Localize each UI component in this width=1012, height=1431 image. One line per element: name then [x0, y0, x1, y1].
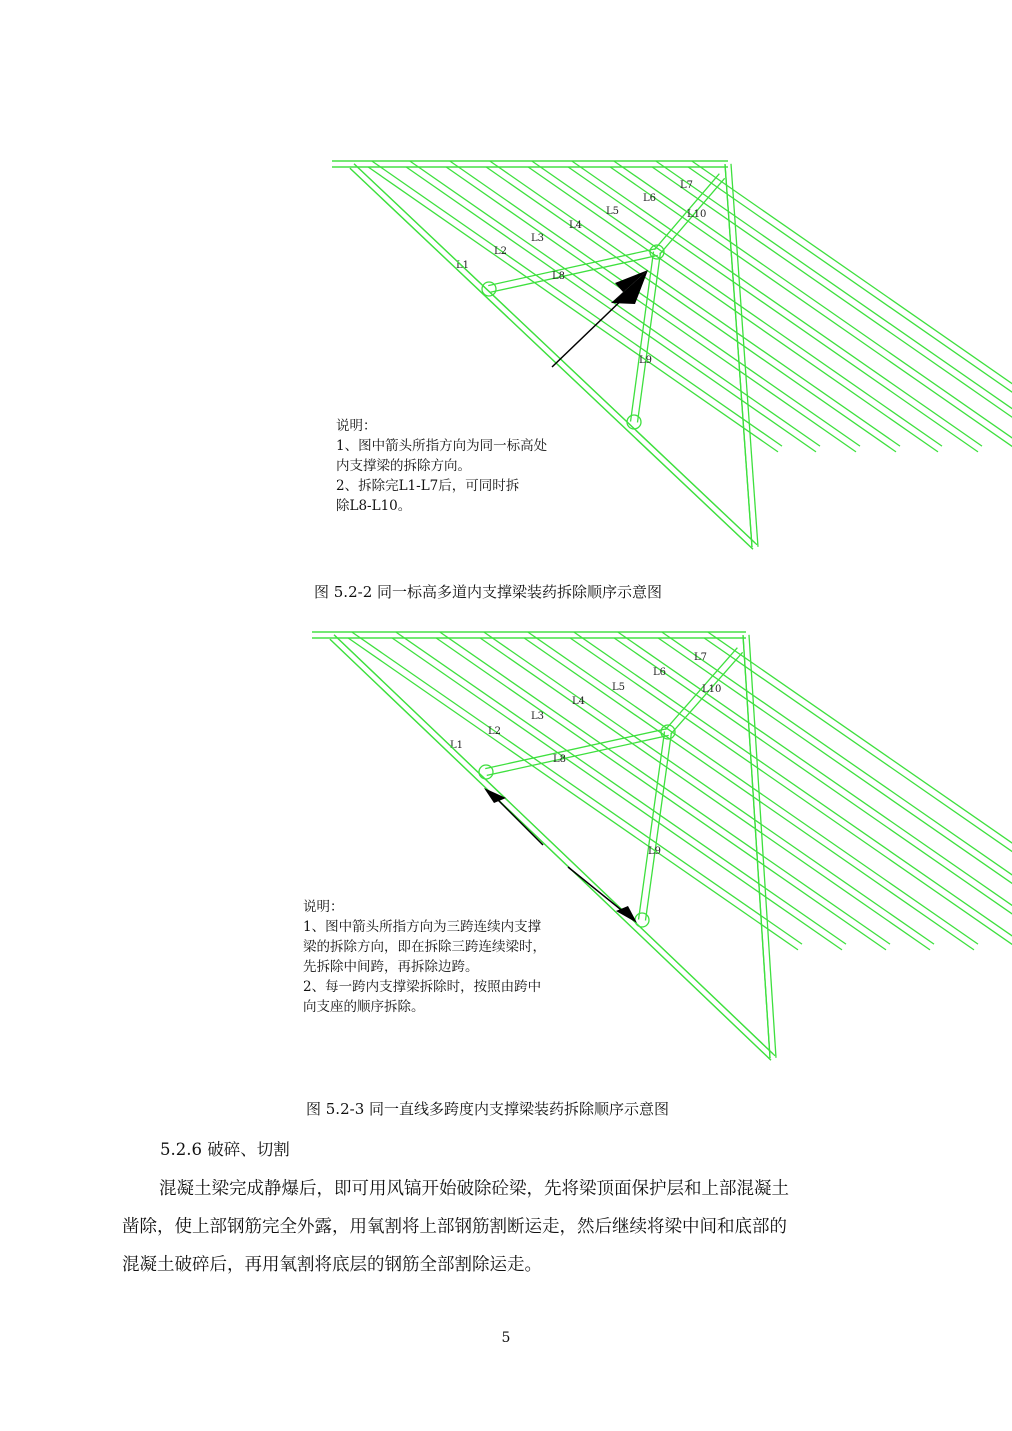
- note-line: 内支撑梁的拆除方向。: [336, 458, 471, 474]
- figure2-caption: 图 5.2-3 同一直线多跨度内支撑梁装药拆除顺序示意图: [306, 1100, 670, 1118]
- beam-label-l1: L1: [456, 260, 470, 271]
- diagonal-beam: [570, 632, 1012, 950]
- figure1-note: [336, 416, 547, 516]
- beam-label-l7: L7: [694, 652, 708, 663]
- diagonal-beam: [568, 161, 982, 452]
- paragraph-line: 凿除，使上部钢筋完全外露，用氧割将上部钢筋割断运走，然后继续将梁中间和底部的: [122, 1217, 787, 1237]
- note-line: 向支座的顺序拆除。: [303, 999, 425, 1015]
- beam-label-l6: L6: [653, 667, 667, 678]
- note-line: 说明：: [303, 899, 344, 915]
- beam-label-l2: L2: [494, 246, 508, 257]
- beam-label-l8: L8: [553, 754, 567, 765]
- beam-label-l9: L9: [648, 846, 662, 857]
- removal-arrow-head: [611, 270, 648, 304]
- support-node: [482, 282, 496, 296]
- paragraph-line: 混凝土破碎后，再用氧割将底层的钢筋全部割除运走。: [122, 1255, 542, 1275]
- beam-label-l10: L10: [687, 209, 707, 220]
- note-line: 1、图中箭头所指方向为同一标高处: [336, 438, 548, 454]
- support-node: [479, 765, 493, 779]
- beam-label-l9: L9: [639, 355, 653, 366]
- figure2-note: [303, 897, 546, 1017]
- note-line: 除L8-L10。: [336, 498, 412, 514]
- paragraph-line: 混凝土梁完成静爆后，即可用风镐开始破除砼梁，先将梁顶面保护层和上部混凝土: [159, 1179, 789, 1199]
- note-line: 梁的拆除方向，即在拆除三跨连续梁时，: [303, 939, 546, 955]
- note-line: 先拆除中间跨，再拆除边跨。: [303, 959, 479, 975]
- note-line: 1、图中箭头所指方向为三跨连续内支撑: [303, 919, 542, 935]
- beam-label-l5: L5: [606, 206, 620, 217]
- beam-label-l5: L5: [612, 682, 626, 693]
- beam-label-l2: L2: [488, 726, 502, 737]
- note-line: 2、拆除完L1-L7后，可同时拆: [336, 478, 520, 494]
- beam-label-l6: L6: [643, 193, 657, 204]
- diagonal-beam: [610, 161, 1012, 452]
- beam-label-l10: L10: [702, 684, 722, 695]
- page-number: 5: [501, 1330, 511, 1346]
- section-heading: 5.2.6 破碎、切割: [160, 1140, 290, 1159]
- beam-label-l1: L1: [450, 740, 464, 751]
- note-line: 说明：: [336, 418, 377, 434]
- body-paragraph: [122, 1170, 902, 1284]
- support-node: [627, 415, 641, 429]
- beam-label-l8: L8: [552, 271, 566, 282]
- figure1-caption: 图 5.2-2 同一标高多道内支撑梁装药拆除顺序示意图: [314, 583, 663, 601]
- beam-label-l4: L4: [569, 220, 583, 231]
- top-edge-beam: [332, 161, 728, 167]
- note-line: 2、每一跨内支撑梁拆除时，按照由跨中: [303, 979, 542, 995]
- top-edge-beam: [332, 161, 728, 167]
- beam-label-l3: L3: [531, 233, 545, 244]
- beam-label-l3: L3: [531, 711, 545, 722]
- beam-label-l4: L4: [572, 696, 586, 707]
- beam-label-l7: L7: [680, 180, 694, 191]
